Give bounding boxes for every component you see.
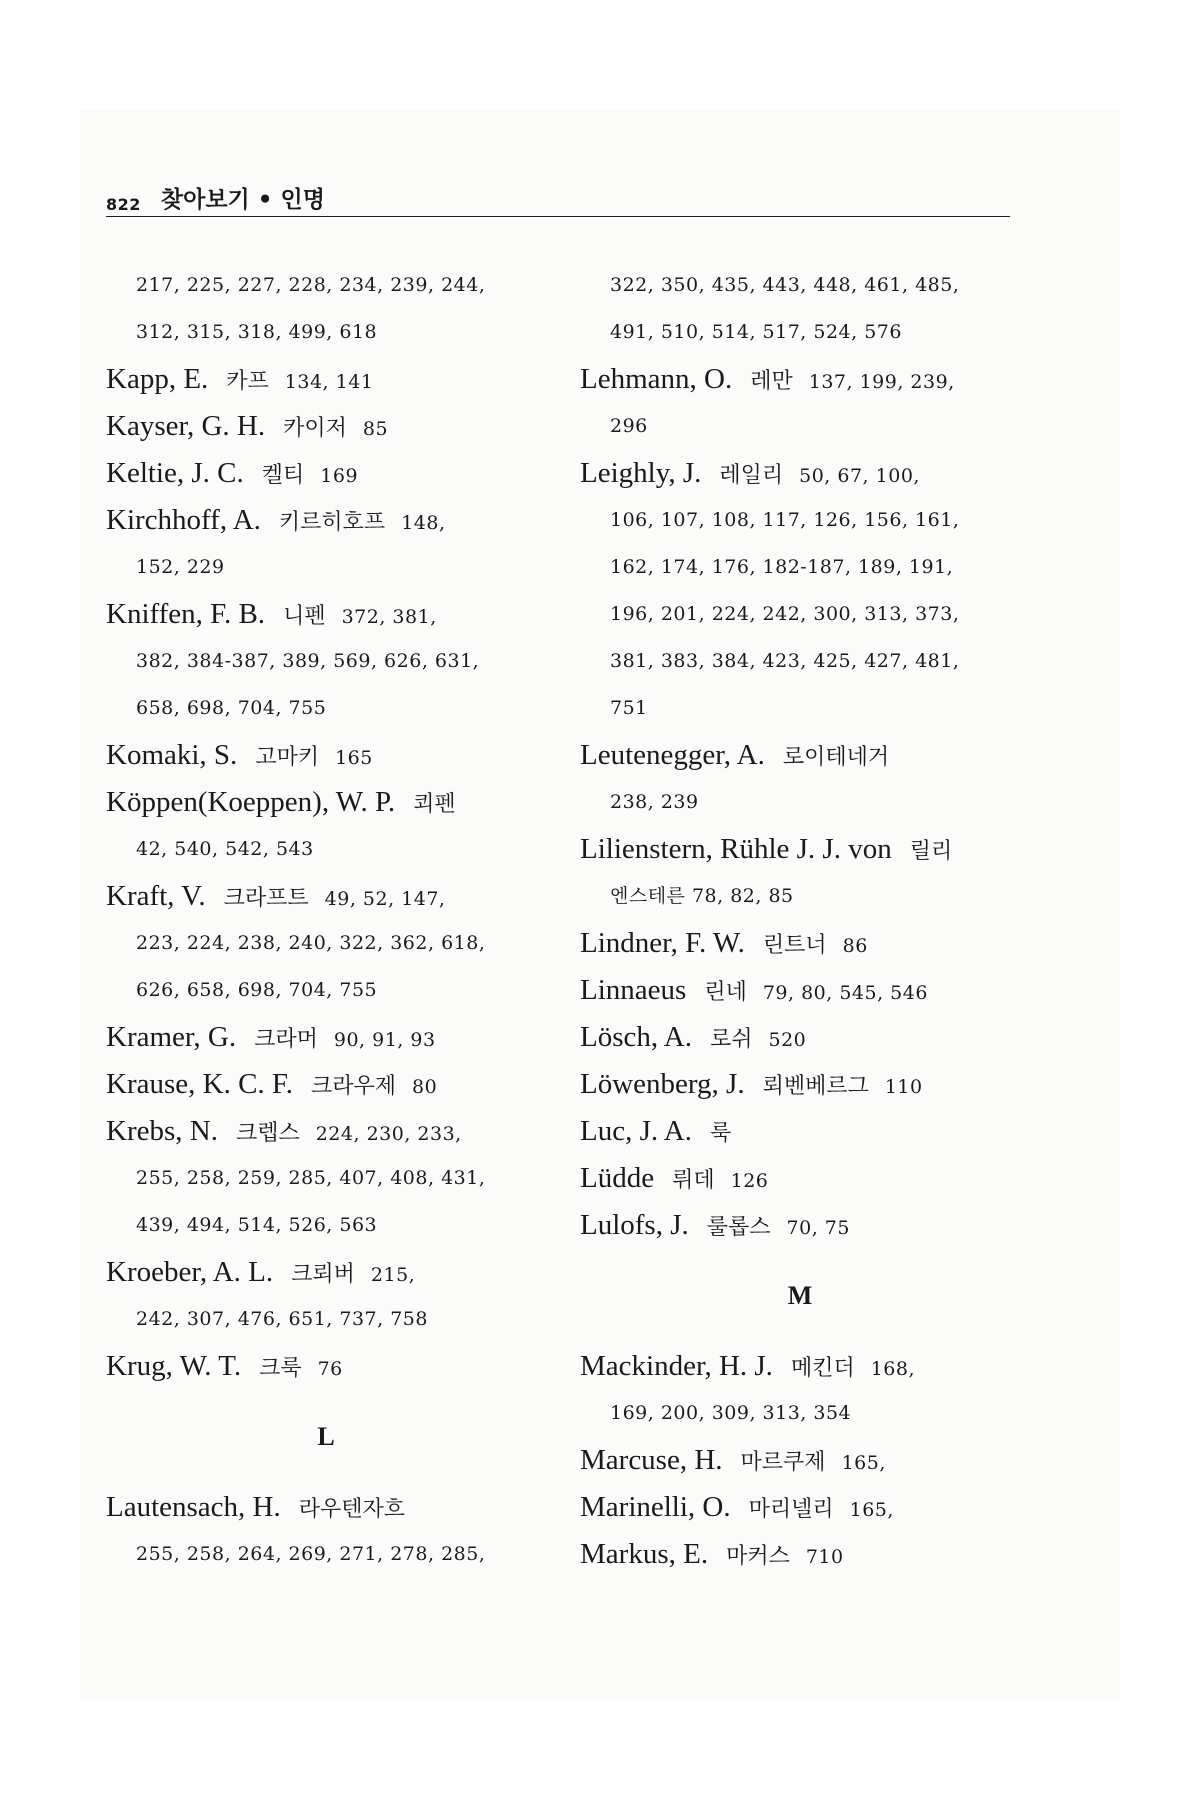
entry-korean-name: 레만: [750, 369, 793, 394]
entry-name: Mackinder, H. J.: [580, 1350, 773, 1382]
entry-korean-name: 쾨펜: [413, 792, 456, 817]
entry-korean-name: 라우텐자흐: [298, 1497, 406, 1522]
index-entry: [580, 1484, 1020, 1531]
index-entry: [106, 1343, 546, 1390]
index-entry: [580, 1343, 1020, 1390]
entry-korean-name: 크라프트: [223, 886, 309, 911]
entry-korean-name: 마르쿠제: [740, 1450, 826, 1475]
entry-name: Löwenberg, J.: [580, 1068, 745, 1100]
entry-name: Keltie, J. C.: [106, 457, 244, 489]
entry-korean-name: 뤼데: [672, 1168, 715, 1193]
entry-continuation: 223, 224, 238, 240, 322, 362, 618,: [136, 932, 486, 954]
entry-continuation: 491, 510, 514, 517, 524, 576: [610, 321, 902, 343]
entry-name: Marinelli, O.: [580, 1491, 731, 1523]
entry-continuation: 엔스테른 78, 82, 85: [610, 885, 794, 907]
entry-korean-name: 룰롭스: [706, 1215, 771, 1240]
index-entry: [580, 920, 1020, 967]
entry-continuation: 242, 307, 476, 651, 737, 758: [136, 1308, 428, 1330]
entry-pages: 165: [335, 747, 373, 769]
entry-continuation: 152, 229: [136, 556, 225, 578]
section-letter: L: [317, 1422, 335, 1451]
entry-korean-name: 메킨더: [790, 1356, 855, 1381]
entry-korean-name: 뢰벤베르그: [762, 1074, 869, 1099]
entry-pages: 372, 381,: [341, 606, 437, 628]
index-entry: [106, 450, 546, 497]
entry-korean-name: 카이저: [283, 416, 347, 441]
entry-pages: 126: [730, 1170, 769, 1192]
index-entry: [580, 1014, 1020, 1061]
entry-continuation: 42, 540, 542, 543: [136, 838, 314, 860]
index-entry: [580, 1202, 1020, 1249]
entry-pages: 137, 199, 239,: [808, 371, 955, 393]
entry-pages: 79, 80, 545, 546: [762, 982, 928, 1004]
entry-korean-name: 켈티: [261, 463, 305, 488]
entry-continuation: 162, 174, 176, 182-187, 189, 191,: [610, 556, 954, 578]
entry-name: Köppen(Koeppen), W. P.: [106, 786, 396, 818]
entry-pages: 85: [362, 418, 389, 440]
entry-name: Kniffen, F. B.: [106, 598, 266, 630]
entry-name: Kayser, G. H.: [106, 410, 266, 442]
index-entry: [106, 1108, 546, 1155]
entry-name: Luc, J. A.: [580, 1115, 692, 1147]
index-entry: [106, 1249, 546, 1296]
entry-pages: 165,: [849, 1499, 894, 1521]
entry-continuation: 169, 200, 309, 313, 354: [610, 1402, 852, 1424]
index-entry: [580, 1061, 1020, 1108]
entry-pages: 215,: [370, 1264, 416, 1286]
entry-continuation: 217, 225, 227, 228, 234, 239, 244,: [136, 274, 486, 296]
entry-pages: 169: [320, 465, 359, 487]
entry-pages: 710: [805, 1546, 844, 1568]
entry-pages: 148,: [401, 512, 446, 534]
entry-korean-name: 마커스: [726, 1544, 790, 1569]
header-title: 찾아보기 • 인명: [160, 187, 325, 213]
entry-name: Leighly, J.: [580, 457, 702, 489]
entry-name: Krebs, N.: [106, 1115, 218, 1147]
entry-korean-name: 린트너: [762, 933, 827, 958]
entry-pages: 110: [884, 1076, 923, 1098]
entry-name: Komaki, S.: [106, 739, 238, 771]
entry-korean-name: 크렙스: [235, 1121, 300, 1146]
entry-pages: 76: [317, 1358, 343, 1380]
index-column-left: [106, 262, 546, 1578]
entry-continuation: 381, 383, 384, 423, 425, 427, 481,: [610, 650, 960, 672]
entry-name: Lehmann, O.: [580, 363, 733, 395]
index-entry: [580, 356, 1020, 403]
entry-korean-name: 로쉬: [709, 1027, 753, 1052]
entry-name: Lautensach, H.: [106, 1491, 281, 1523]
index-entry: [106, 1014, 546, 1061]
entry-continuation: 626, 658, 698, 704, 755: [136, 979, 378, 1001]
entry-name: Kramer, G.: [106, 1021, 237, 1053]
entry-name: Kapp, E.: [106, 363, 209, 395]
entry-name: Kraft, V.: [106, 880, 206, 912]
index-entry: [580, 967, 1020, 1014]
entry-pages: 168,: [870, 1358, 916, 1380]
entry-name: Lilienstern, Rühle J. J. von: [580, 833, 892, 865]
entry-korean-name: 크뢰버: [291, 1262, 355, 1287]
section-letter: M: [787, 1281, 813, 1310]
entry-pages: 80: [412, 1076, 438, 1098]
entry-korean-name: 릴리: [909, 839, 953, 864]
entry-continuation: 322, 350, 435, 443, 448, 461, 485,: [610, 274, 960, 296]
entry-continuation: 751: [610, 697, 648, 719]
entry-korean-name: 레일리: [719, 463, 784, 488]
entry-korean-name: 키르히호프: [278, 510, 386, 535]
entry-name: Lösch, A.: [580, 1021, 692, 1053]
entry-pages: 224, 230, 233,: [315, 1123, 462, 1145]
entry-name: Markus, E.: [580, 1538, 709, 1570]
entry-pages: 134, 141: [284, 371, 374, 393]
entry-continuation: 238, 239: [610, 791, 699, 813]
entry-name: Lulofs, J.: [580, 1209, 689, 1241]
index-entry: [106, 591, 546, 638]
index-column-right: [580, 262, 1020, 1578]
entry-name: Leutenegger, A.: [580, 739, 765, 771]
entry-pages: 165,: [841, 1452, 886, 1474]
running-header: [106, 184, 1010, 217]
entry-name: Linnaeus: [580, 974, 687, 1006]
entry-pages: 520: [768, 1029, 807, 1051]
entry-name: Kroeber, A. L.: [106, 1256, 274, 1288]
index-entry: [106, 1484, 546, 1531]
entry-continuation: 255, 258, 259, 285, 407, 408, 431,: [136, 1167, 486, 1189]
entry-korean-name: 로이테네거: [782, 745, 890, 770]
index-entry: [106, 779, 546, 826]
entry-korean-name: 크라우제: [310, 1074, 396, 1099]
index-entry: [580, 1531, 1020, 1578]
entry-korean-name: 카프: [226, 369, 269, 394]
entry-continuation: 439, 494, 514, 526, 563: [136, 1214, 378, 1236]
entry-continuation: 658, 698, 704, 755: [136, 697, 327, 719]
entry-pages: 86: [842, 935, 868, 957]
entry-continuation: 296: [610, 415, 648, 437]
entry-korean-name: 마리넬리: [748, 1497, 834, 1522]
entry-korean-name: 고마키: [255, 745, 320, 770]
entry-continuation: 196, 201, 224, 242, 300, 313, 373,: [610, 603, 960, 625]
entry-pages: 50, 67, 100,: [799, 465, 920, 487]
entry-name: Marcuse, H.: [580, 1444, 723, 1476]
index-entry: [106, 732, 546, 779]
index-entry: [106, 403, 546, 450]
index-entry: [106, 497, 546, 544]
index-entry: [580, 732, 1020, 779]
entry-continuation: 106, 107, 108, 117, 126, 156, 161,: [610, 509, 960, 531]
entry-korean-name: 크라머: [254, 1027, 318, 1052]
entry-name: Krause, K. C. F.: [106, 1068, 293, 1100]
entry-korean-name: 크룩: [259, 1356, 302, 1381]
entry-name: Lindner, F. W.: [580, 927, 745, 959]
entry-name: Lüdde: [580, 1162, 655, 1194]
entry-pages: 49, 52, 147,: [324, 888, 446, 910]
entry-pages: 90, 91, 93: [333, 1029, 436, 1051]
entry-continuation: 382, 384-387, 389, 569, 626, 631,: [136, 650, 480, 672]
index-entry: [106, 356, 546, 403]
index-entry: [580, 1155, 1020, 1202]
entry-name: Krug, W. T.: [106, 1350, 242, 1382]
index-entry: [106, 873, 546, 920]
index-entry: [580, 450, 1020, 497]
entry-korean-name: 린네: [704, 980, 747, 1005]
entry-continuation: 312, 315, 318, 499, 618: [136, 321, 378, 343]
entry-pages: 70, 75: [786, 1217, 850, 1239]
entry-korean-name: 니펜: [283, 604, 326, 629]
index-entry: [580, 826, 1020, 873]
page-number: 822: [106, 195, 141, 214]
entry-name: Kirchhoff, A.: [106, 504, 261, 536]
index-entry: [580, 1108, 1020, 1155]
index-entry: [580, 1437, 1020, 1484]
entry-korean-name: 룩: [709, 1121, 732, 1146]
index-entry: [106, 1061, 546, 1108]
entry-continuation: 255, 258, 264, 269, 271, 278, 285,: [136, 1543, 486, 1565]
